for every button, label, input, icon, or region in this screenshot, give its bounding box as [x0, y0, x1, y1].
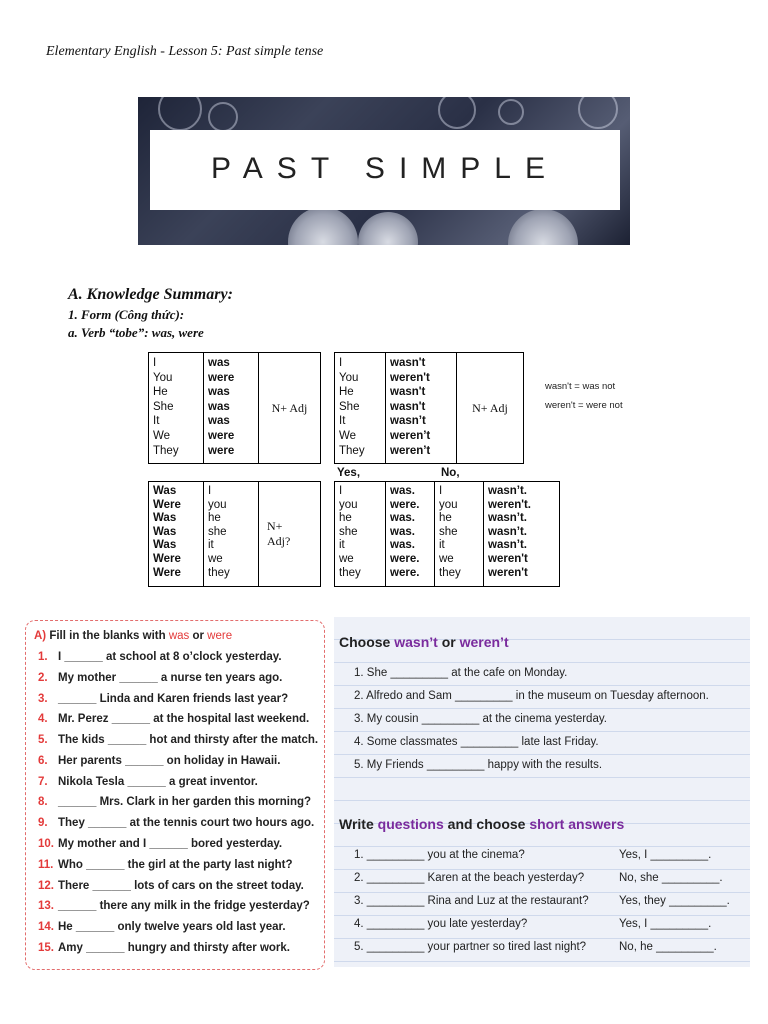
- no-pronouns: I you he she it we they: [435, 482, 484, 587]
- list-item: 4. Mr. Perez ______ at the hospital last weekend.: [38, 713, 310, 725]
- list-item: 5. My Friends _________ happy with the results.: [354, 759, 603, 771]
- exercise-a-panel: [25, 620, 325, 970]
- exercise-c-title: Write questions and choose short answers: [339, 816, 625, 832]
- affirmative-pronouns: I You He She It We They: [149, 353, 204, 464]
- exercise-a-title: A) Fill in the blanks with was or were: [34, 630, 233, 642]
- list-item: 1. I ______ at school at 8 o’clock yesterday.: [38, 651, 282, 663]
- list-item: 3. ______ Linda and Karen friends last year?: [38, 693, 289, 705]
- negative-complement: N+ Adj: [457, 353, 524, 464]
- list-item: 2. My mother ______ a nurse ten years ago.: [38, 672, 283, 684]
- list-item: 7. Nikola Tesla ______ a great inventor.: [38, 776, 258, 788]
- affirmative-table: [148, 352, 321, 464]
- exercise-b-title: Choose wasn’t or weren’t: [339, 634, 509, 650]
- answer-item: No, he _________.: [619, 941, 717, 953]
- question-item: 4. _________ you late yesterday?: [354, 918, 528, 930]
- banner-image: [138, 97, 630, 245]
- form-heading: 1. Form (Công thức):: [68, 307, 185, 322]
- section-heading: A. Knowledge Summary:: [68, 286, 233, 303]
- question-pronouns: I you he she it we they: [204, 482, 259, 587]
- banner-title: PAST SIMPLE: [211, 152, 559, 185]
- question-complement: N+ Adj?: [259, 482, 321, 587]
- no-label: No,: [441, 467, 460, 479]
- list-item: 10. My mother and I ______ bored yesterday.: [38, 838, 283, 850]
- no-verbs: wasn’t. weren't. wasn’t. wasn’t. wasn’t. weren't weren't: [484, 482, 560, 587]
- verb-heading: a. Verb “tobe”: was, were: [68, 325, 204, 340]
- banner-title-box: [150, 130, 620, 210]
- yes-pronouns: I you he she it we they: [335, 482, 386, 587]
- question-verbs: Was Were Was Was Was Were Were: [149, 482, 204, 587]
- negative-pronouns: I You He She It We They: [335, 353, 386, 464]
- list-item: 15. Amy ______ hungry and thirsty after work.: [38, 942, 290, 954]
- question-item: 5. _________ your partner so tired last night?: [354, 941, 587, 953]
- answer-item: No, she _________.: [619, 872, 723, 884]
- list-item: 2. Alfredo and Sam _________ in the museum on Tuesday afternoon.: [354, 690, 709, 702]
- list-item: 3. My cousin _________ at the cinema yesterday.: [354, 713, 607, 725]
- list-item: 14. He ______ only twelve years old last year.: [38, 921, 286, 933]
- negative-verbs: wasn't weren't wasn't wasn't wasn’t weren’t weren’t: [386, 353, 457, 464]
- negative-table: [334, 352, 524, 464]
- affirmative-verbs: was were was was was were were: [204, 353, 259, 464]
- question-item: 2. _________ Karen at the beach yesterday?: [354, 872, 585, 884]
- list-item: 8. ______ Mrs. Clark in her garden this morning?: [38, 796, 312, 808]
- exercise-b-panel: [334, 617, 750, 967]
- list-item: 5. The kids ______ hot and thirsty after the match.: [38, 734, 319, 746]
- short-answer-table: [334, 481, 560, 587]
- note-wasnt: wasn't = was not: [545, 381, 616, 392]
- list-item: 12. There ______ lots of cars on the street today.: [38, 880, 304, 892]
- note-werent: weren't = were not: [545, 400, 623, 411]
- answer-item: Yes, I _________.: [619, 849, 712, 861]
- list-item: 4. Some classmates _________ late last Friday.: [354, 736, 599, 748]
- yes-verbs: was. were. was. was. was. were. were.: [386, 482, 435, 587]
- answer-item: Yes, they _________.: [619, 895, 730, 907]
- question-item: 3. _________ Rina and Luz at the restaurant?: [354, 895, 589, 907]
- page-title: Elementary English - Lesson 5: Past simple tense: [46, 44, 324, 59]
- list-item: 13. ______ there any milk in the fridge yesterday?: [38, 900, 310, 912]
- answer-item: Yes, I _________.: [619, 918, 712, 930]
- list-item: 11. Who ______ the girl at the party last night?: [38, 859, 293, 871]
- list-item: 1. She _________ at the cafe on Monday.: [354, 667, 568, 679]
- question-table: [148, 481, 321, 587]
- yes-label: Yes,: [337, 467, 361, 479]
- list-item: 6. Her parents ______ on holiday in Hawaii.: [38, 755, 281, 767]
- affirmative-complement: N+ Adj: [259, 353, 321, 464]
- list-item: 9. They ______ at the tennis court two hours ago.: [38, 817, 315, 829]
- question-item: 1. _________ you at the cinema?: [354, 849, 525, 861]
